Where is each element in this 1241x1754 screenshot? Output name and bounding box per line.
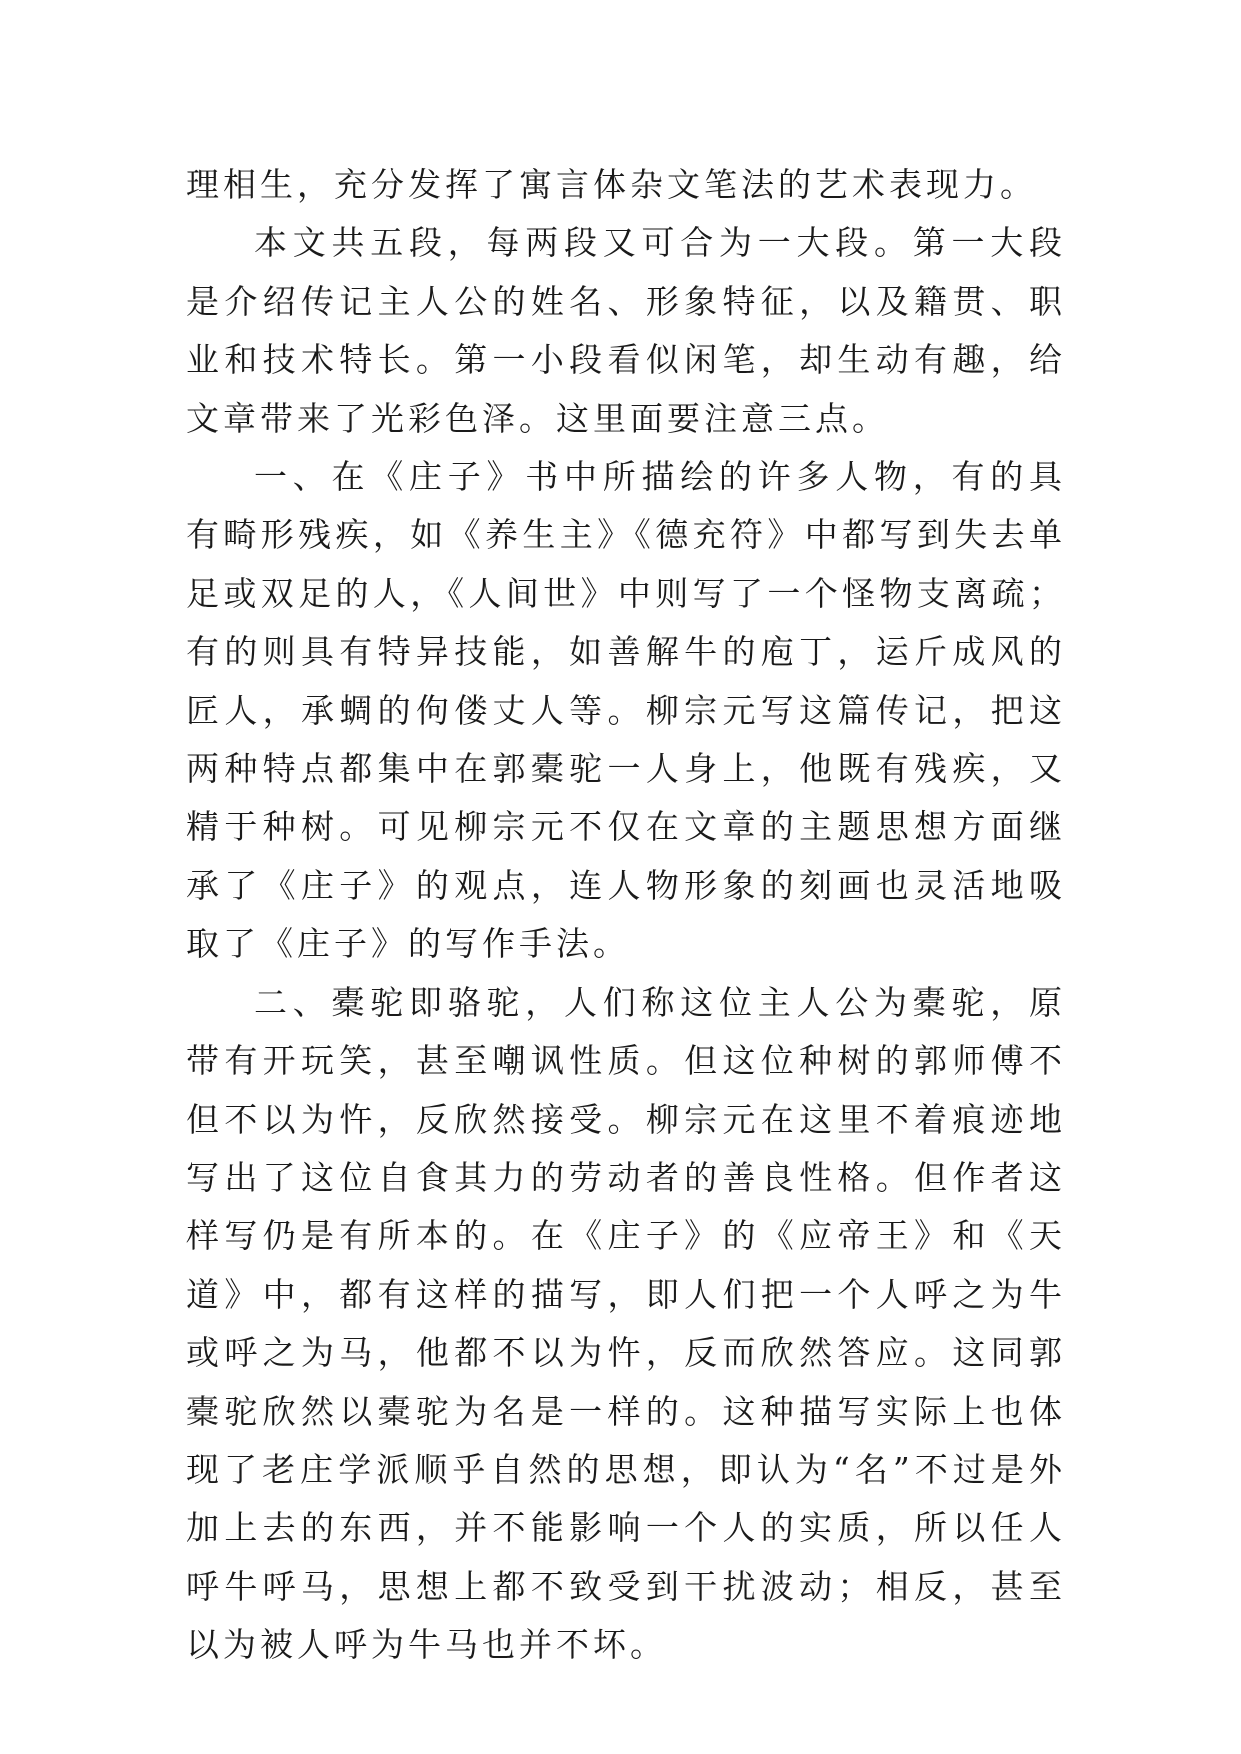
paragraph-point-one: 一、在《庄子》书中所描绘的许多人物，有的具有畸形残疾，如《养生主》《德充符》中都写到失去单足或双足的人，《人间世》中则写了一个怪物支离疏；有的则具有特异技能，如善解牛的庖丁，运斤成风的匠人，承蜩的佝偻丈人等。柳宗元写这篇传记，把这两种特点都集中在郭橐驼一人身上，他既有残疾，又精于种树。可见柳宗元不仅在文章的主题思想方面继承了《庄子》的观点，连人物形象的刻画也灵活地吸取了《庄子》的写作手法。 — [186, 457, 1066, 964]
paragraph-continuation: 理相生，充分发挥了寓言体杂文笔法的艺术表现力。 — [186, 165, 1037, 204]
paragraph-point-two: 二、橐驼即骆驼，人们称这位主人公为橐驼，原带有开玩笑，甚至嘲讽性质。但这位种树的郭师傅不但不以为忤，反欣然接受。柳宗元在这里不着痕迹地写出了这位自食其力的劳动者的善良性格。但作者这样写仍是有所本的。在《庄子》的《应帝王》和《天道》中，都有这样的描写，即人们把一个人呼之为牛或呼之为马，他都不以为忤，反而欣然答应。这同郭橐驼欣然以橐驼为名是一样的。这种描写实际上也体现了老庄学派顺乎自然的思想，即认为“名”不过是外加上去的东西，并不能影响一个人的实质，所以任人呼牛呼马，思想上都不致受到干扰波动；相反，甚至以为被人呼为牛马也并不坏。 — [186, 982, 1066, 1665]
paragraph-structure-overview: 本文共五段，每两段又可合为一大段。第一大段是介绍传记主人公的姓名、形象特征，以及籍贯、职业和技术特长。第一小段看似闲笔，却生动有趣，给文章带来了光彩色泽。这里面要注意三点。 — [186, 223, 1066, 438]
document-body — [186, 156, 1066, 1675]
